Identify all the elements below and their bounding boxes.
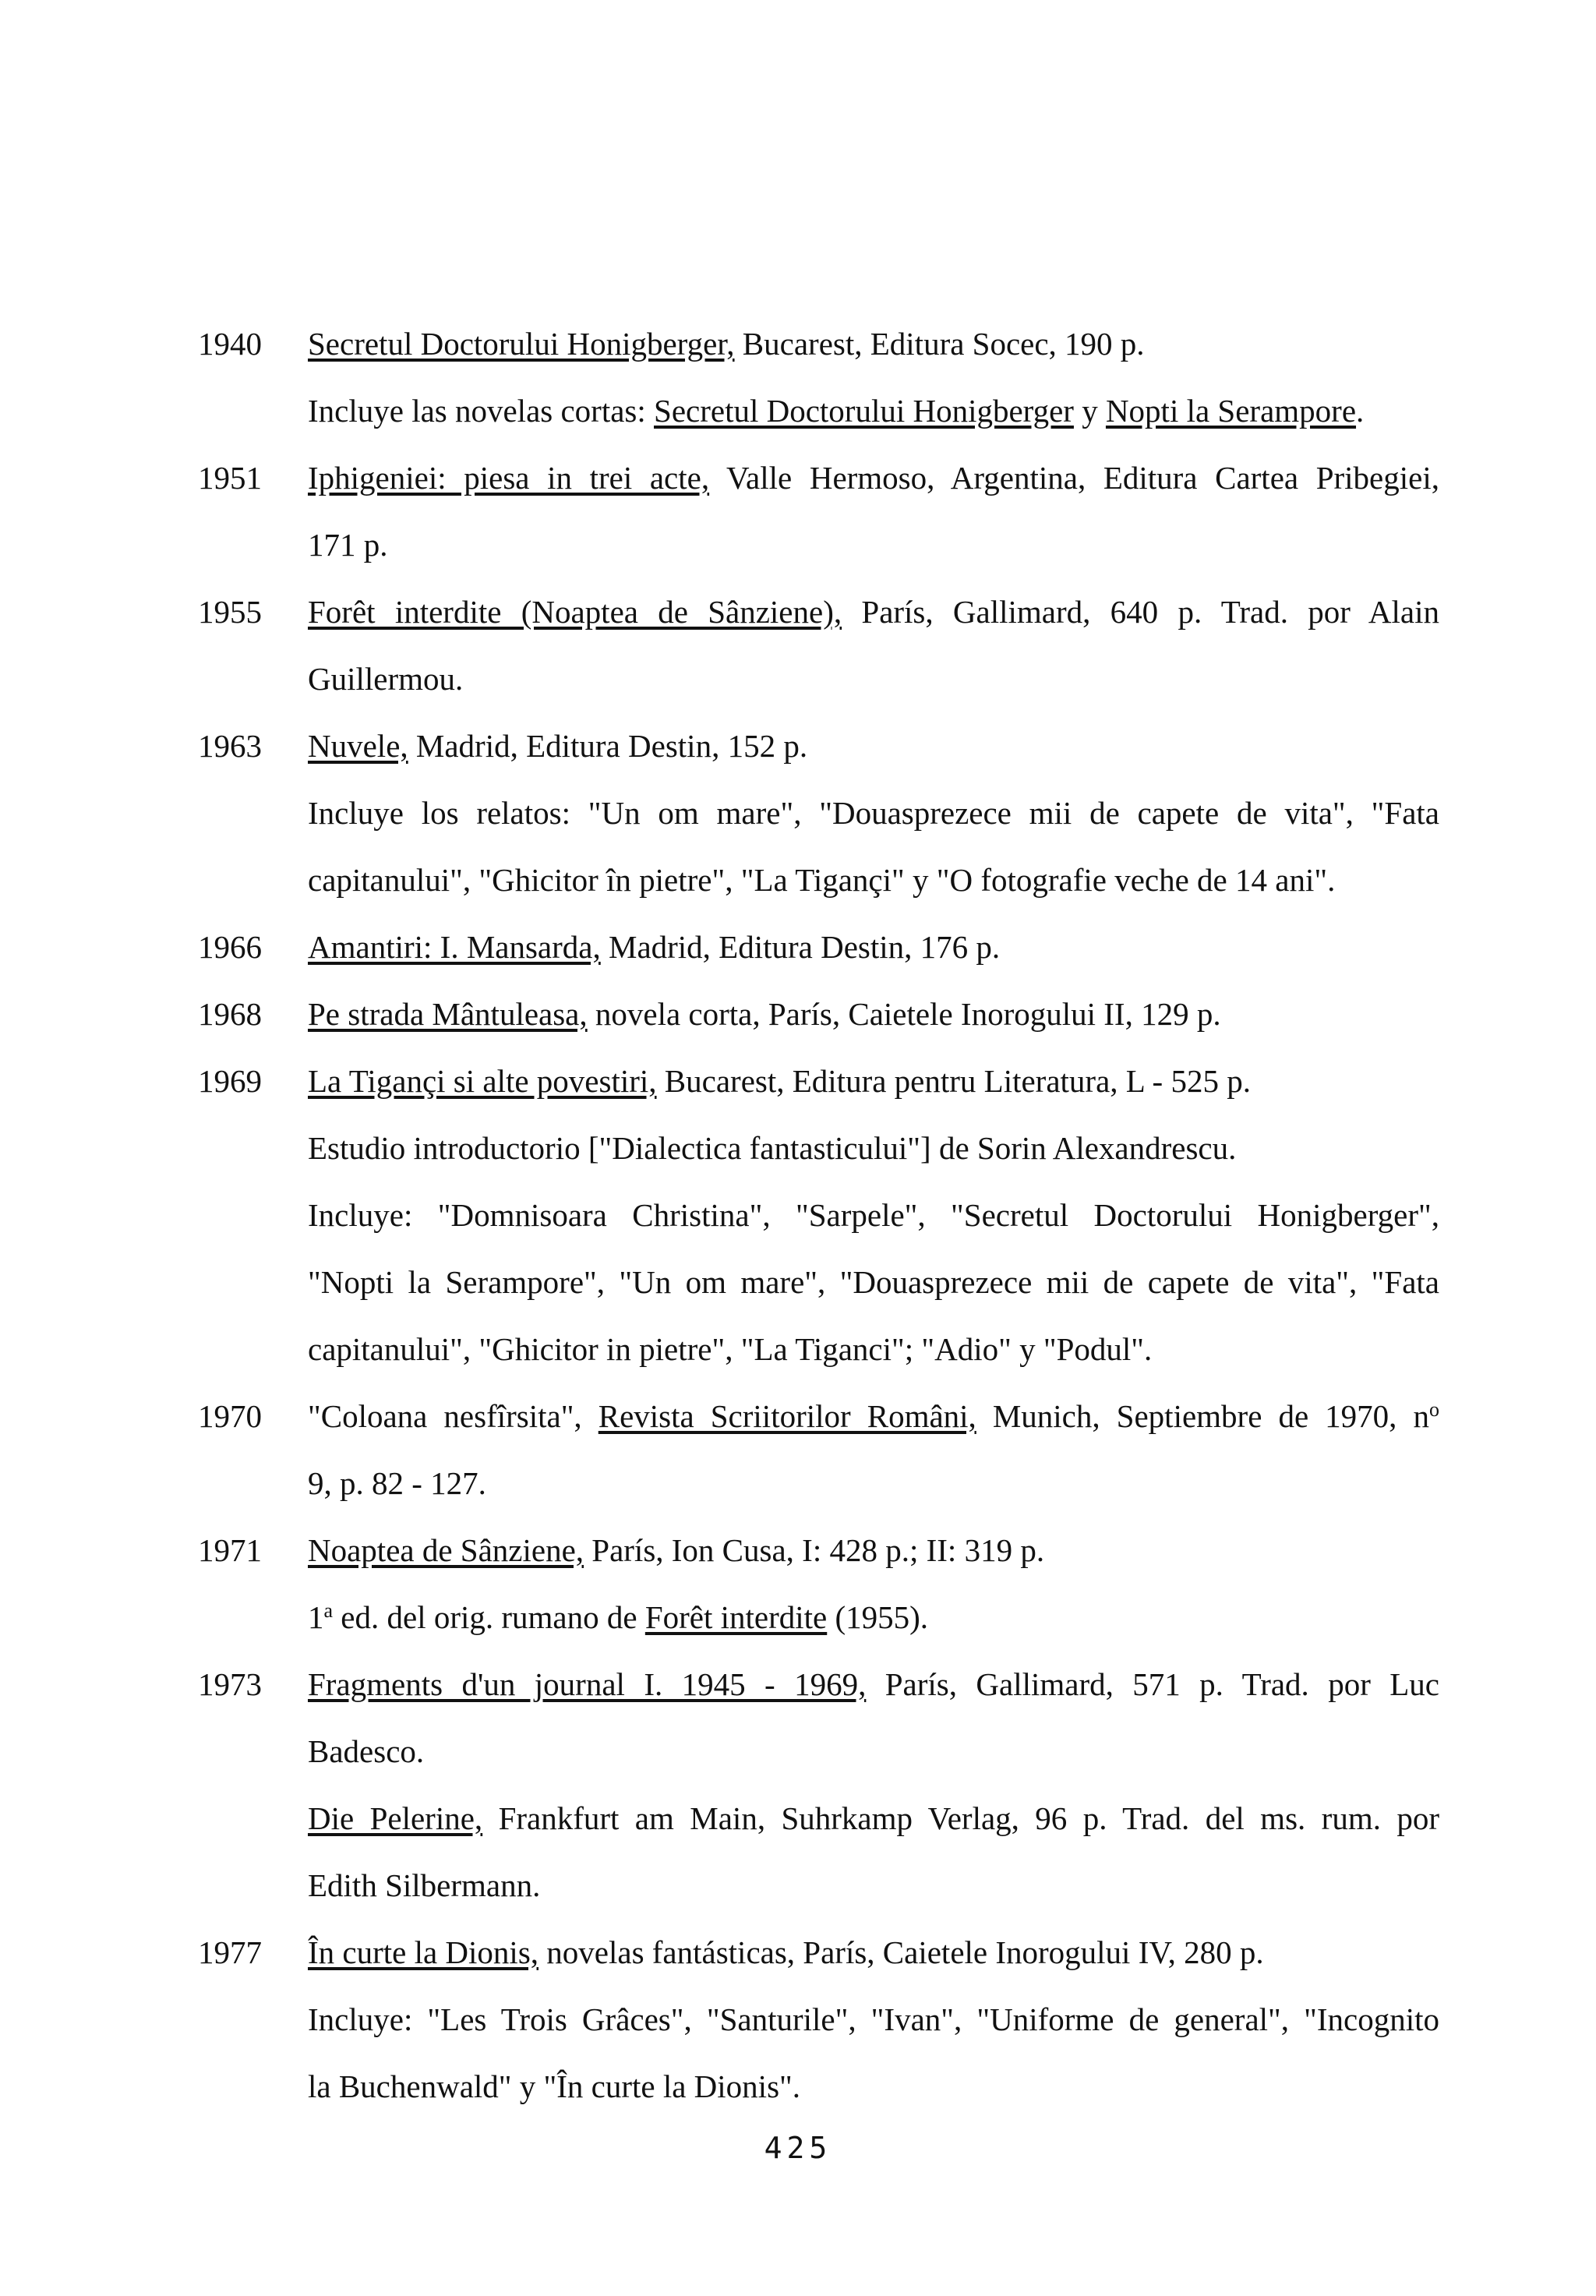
- entry-year: 1940: [198, 326, 262, 362]
- entry-title-line: [308, 726, 807, 765]
- work-title: Forêt interdite: [644, 1599, 828, 1635]
- entry-text: Bucarest, Editura Socec, 190 p.: [734, 326, 1145, 362]
- entry-text: Incluye las novelas cortas:: [308, 393, 655, 429]
- entry-text: .: [1356, 393, 1365, 429]
- entry-text: París, Gallimard, 640 p. Trad. por Alain: [842, 594, 1439, 630]
- entry-year: 1968: [198, 996, 262, 1032]
- entry-title-line: [308, 1061, 1251, 1100]
- entry-text: (1955).: [827, 1599, 929, 1635]
- entry-year: 1963: [198, 728, 262, 764]
- entry-title-line: [308, 1531, 1044, 1570]
- work-title: Fragments d'un journal I. 1945 - 1969,: [308, 1666, 867, 1702]
- entry-year: 1969: [198, 1063, 262, 1099]
- entry-title-line: [308, 458, 1439, 497]
- entry-text: Munich, Septiembre de 1970, n: [976, 1398, 1429, 1434]
- entry-note-line: Estudio introductorio ["Dialectica fantasticului"] de Sorin Alexandrescu.: [308, 1130, 1237, 1166]
- page-number: 425: [764, 2131, 832, 2165]
- entry-title-line: [308, 994, 1221, 1033]
- entry-text: Bucarest, Editura pentru Literatura, L - 525 p.: [656, 1063, 1251, 1099]
- work-title: Revista Scriitorilor Români,: [598, 1398, 976, 1434]
- entry-text: ed. del orig. rumano de: [333, 1599, 645, 1635]
- entry-year: 1970: [198, 1398, 262, 1434]
- entry-note-line: Badesco.: [308, 1733, 425, 1769]
- entry-text: Valle Hermoso, Argentina, Editura Cartea Pribegiei,: [709, 460, 1439, 496]
- entry-note-line: Edith Silbermann.: [308, 1867, 541, 1903]
- entry-text: París, Gallimard, 571 p. Trad. por Luc: [866, 1666, 1439, 1702]
- entry-year: 1973: [198, 1666, 262, 1702]
- entry-year: 1966: [198, 929, 262, 965]
- entry-text: Madrid, Editura Destin, 152 p.: [408, 728, 808, 764]
- entry-note-line: capitanului", "Ghicitor în pietre", "La Tigançi" y "O fotografie veche de 14 ani".: [308, 862, 1336, 898]
- entry-title-line: [308, 1665, 1439, 1704]
- entry-note-line: Incluye: "Domnisoara Christina", "Sarpele", "Secretul Doctorului Honigberger",: [308, 1197, 1439, 1233]
- work-title: Noaptea de Sânziene,: [308, 1532, 584, 1568]
- entry-title-line: [308, 927, 1000, 966]
- work-title: Nuvele,: [308, 728, 408, 764]
- entry-note-line: [308, 391, 1364, 430]
- work-title: Nopti la Serampore: [1105, 393, 1357, 429]
- entry-note-line: Incluye: "Les Trois Grâces", "Santurile", "Ivan", "Uniforme de general", "Incognito: [308, 2001, 1439, 2037]
- entry-year: 1977: [198, 1934, 262, 1970]
- entry-note-line: la Buchenwald" y "În curte la Dionis".: [308, 2068, 801, 2104]
- superscript: a: [323, 1599, 334, 1622]
- entry-title-line: [308, 1799, 1439, 1838]
- entry-note-line: Incluye los relatos: "Un om mare", "Douasprezece mii de capete de vita", "Fata: [308, 795, 1439, 831]
- entry-text: París, Ion Cusa, I: 428 p.; II: 319 p.: [584, 1532, 1045, 1568]
- work-title: Die Pelerine,: [308, 1800, 483, 1836]
- entry-note-line: capitanului", "Ghicitor in pietre", "La Tiganci"; "Adio" y "Podul".: [308, 1331, 1153, 1367]
- work-title: La Tigançi si alte povestiri,: [308, 1063, 657, 1099]
- entry-text: y: [1073, 393, 1106, 429]
- work-title: În curte la Dionis,: [308, 1934, 539, 1970]
- entry-note-line: 171 p.: [308, 527, 388, 563]
- entry-note-line: 9, p. 82 - 127.: [308, 1465, 486, 1501]
- entry-text: Madrid, Editura Destin, 176 p.: [600, 929, 1001, 965]
- work-title: Forêt interdite (Noaptea de Sânziene),: [308, 594, 842, 630]
- entry-text: novelas fantásticas, París, Caietele Inorogului IV, 280 p.: [538, 1934, 1264, 1970]
- entry-text: "Coloana nesfîrsita",: [308, 1398, 598, 1434]
- entry-text: Frankfurt am Main, Suhrkamp Verlag, 96 p. Trad. del ms. rum. por: [482, 1800, 1439, 1836]
- work-title: Amantiri: I. Mansarda,: [308, 929, 601, 965]
- superscript: o: [1428, 1398, 1439, 1421]
- work-title: Iphigeniei: piesa in trei acte,: [308, 460, 710, 496]
- entry-year: 1955: [198, 594, 262, 630]
- entry-title-line: [308, 592, 1439, 631]
- entry-text: novela corta, París, Caietele Inorogului II, 129 p.: [587, 996, 1221, 1032]
- entry-year: 1971: [198, 1532, 262, 1568]
- entry-title-line: [308, 1933, 1264, 1972]
- entry-note-line: [308, 1598, 928, 1637]
- entry-title-line: [308, 1397, 1439, 1436]
- entry-text: 1: [308, 1599, 324, 1635]
- entry-note-line: Guillermou.: [308, 661, 464, 697]
- work-title: Secretul Doctorului Honigberger: [654, 393, 1074, 429]
- entry-title-line: [308, 324, 1145, 363]
- work-title: Secretul Doctorului Honigberger,: [308, 326, 735, 362]
- entry-note-line: "Nopti la Serampore", "Un om mare", "Douasprezece mii de capete de vita", "Fata: [308, 1264, 1439, 1300]
- entry-year: 1951: [198, 460, 262, 496]
- work-title: Pe strada Mântuleasa,: [308, 996, 588, 1032]
